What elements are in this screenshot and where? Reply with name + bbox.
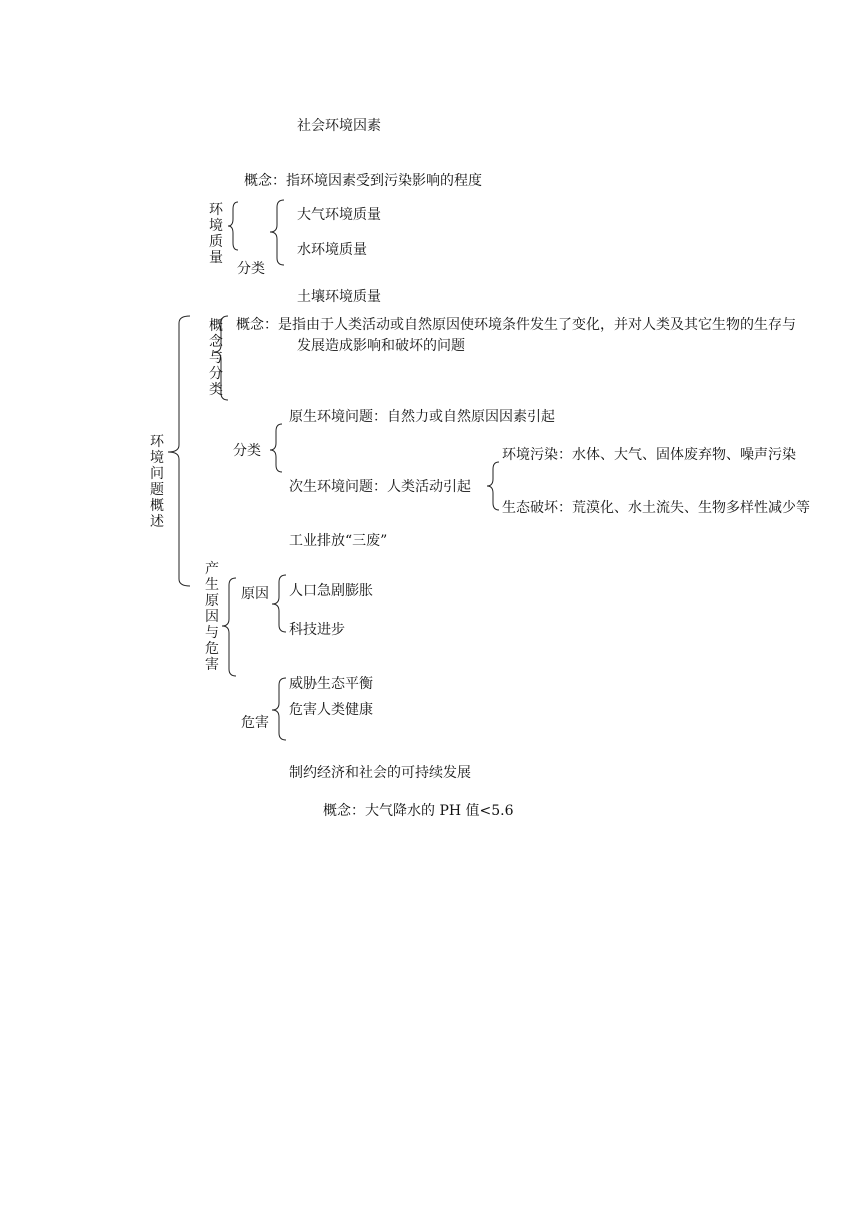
brace-cause-harm [222,578,236,676]
quality-class-label: 分类 [237,261,265,277]
problem-concept-line1: 概念：是指由于人类活动或自然原因使环境条件发生了变化，并对人类及其它生物的生存与 [236,317,796,333]
brace-problem-class [270,424,282,472]
population-text: 人口急剧膨胀 [289,583,373,599]
water-quality-text: 水环境质量 [297,242,367,258]
quality-label: 环境质量 [209,202,223,266]
root-label: 环境问题概述 [150,434,164,530]
air-quality-text: 大气环境质量 [297,207,381,223]
concept-class-label: 概念与分类 [209,318,223,398]
brace-quality [228,202,238,250]
secondary-problem-text: 次生环境问题：人类活动引起 [289,479,471,495]
primary-problem-text: 原生环境问题：自然力或自然原因因素引起 [289,409,555,425]
industrial-waste-text: 工业排放“三废” [289,533,388,549]
pollution-text: 环境污染：水体、大气、固体废弃物、噪声污染 [502,447,796,463]
harm-health-text: 危害人类健康 [289,702,373,718]
acid-rain-concept-text: 概念：大气降水的 PH 值<5.6 [323,803,514,819]
causes-label: 原因 [241,586,269,602]
harm-ecology-text: 威胁生态平衡 [289,676,373,692]
ecological-damage-text: 生态破坏：荒漠化、水土流失、生物多样性减少等 [502,500,810,516]
harms-label: 危害 [241,715,269,731]
brace-secondary [487,462,499,510]
soil-quality-text: 土壤环境质量 [297,289,381,305]
brace-causes [272,575,286,632]
brace-quality-class [270,200,284,265]
brace-harms [272,678,286,740]
brace-root [168,316,190,586]
tech-progress-text: 科技进步 [289,622,345,638]
brace-concept-class [214,316,228,400]
social-factors-text: 社会环境因素 [297,118,381,134]
problem-concept-line2: 发展造成影响和破坏的问题 [297,338,465,354]
harm-development-text: 制约经济和社会的可持续发展 [289,765,471,781]
cause-harm-label: 产生原因与危害 [205,561,219,673]
problem-class-label: 分类 [233,443,261,459]
quality-concept-text: 概念：指环境因素受到污染影响的程度 [244,173,482,189]
